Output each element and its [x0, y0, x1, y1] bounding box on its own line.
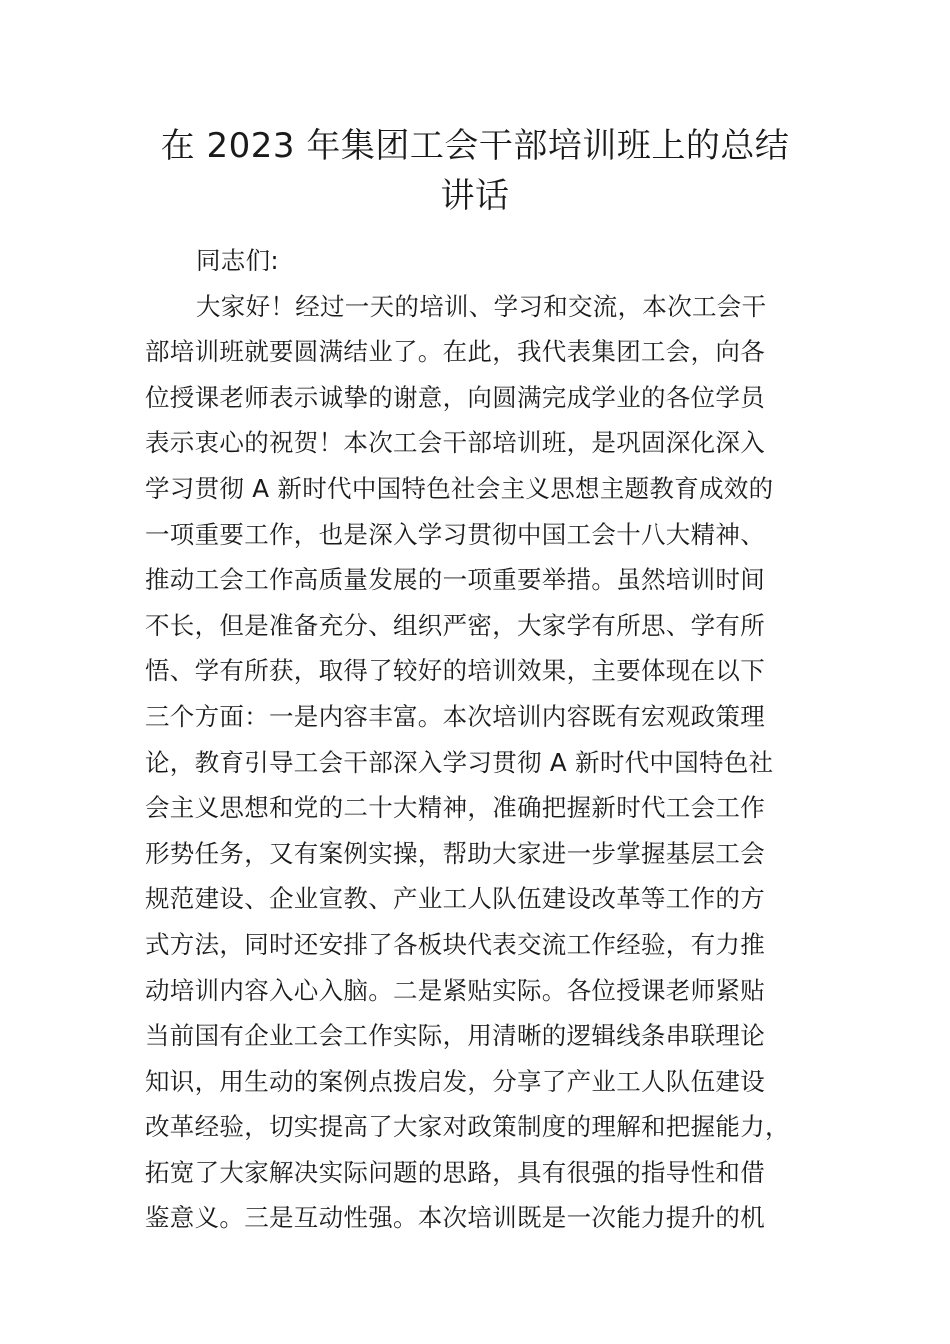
body-line: 大家好！经过一天的培训、学习和交流，本次工会干	[196, 291, 767, 321]
body-line: 改革经验，切实提高了大家对政策制度的理解和把握能力，	[145, 1112, 790, 1142]
body-line: 会主义思想和党的二十大精神，准确把握新时代工会工作	[145, 793, 765, 823]
body-line: 鉴意义。三是互动性强。本次培训既是一次能力提升的机	[145, 1203, 765, 1233]
body-line: 表示衷心的祝贺！本次工会干部培训班，是巩固深化深入	[145, 428, 765, 458]
body-line: 部培训班就要圆满结业了。在此，我代表集团工会，向各	[145, 337, 765, 367]
body-line: 式方法，同时还安排了各板块代表交流工作经验，有力推	[145, 929, 765, 959]
body-line: 当前国有企业工会工作实际，用清晰的逻辑线条串联理论	[145, 1021, 765, 1051]
body-line: 不长，但是准备充分、组织严密，大家学有所思、学有所	[145, 610, 765, 640]
body-line: 一项重要工作，也是深入学习贯彻中国工会十八大精神、	[145, 519, 765, 549]
body-line: 动培训内容入心入脑。二是紧贴实际。各位授课老师紧贴	[145, 975, 765, 1005]
body-line: 规范建设、企业宣教、产业工人队伍建设改革等工作的方	[145, 884, 765, 914]
body-line: 推动工会工作高质量发展的一项重要举措。虽然培训时间	[145, 565, 765, 595]
body-line: 三个方面：一是内容丰富。本次培训内容既有宏观政策理	[145, 701, 765, 731]
document-body	[145, 238, 825, 1241]
salutation: 同志们:	[196, 246, 279, 275]
body-line: 形势任务，又有案例实操，帮助大家进一步掌握基层工会	[145, 838, 765, 868]
document-title-line-2: 讲话	[440, 176, 510, 216]
body-line: 论，教育引导工会干部深入学习贯彻 A 新时代中国特色社	[145, 747, 774, 777]
body-line: 悟、学有所获，取得了较好的培训效果，主要体现在以下	[145, 656, 765, 686]
body-line: 拓宽了大家解决实际问题的思路，具有很强的指导性和借	[145, 1157, 765, 1187]
body-line: 知识，用生动的案例点拨启发，分享了产业工人队伍建设	[145, 1066, 765, 1096]
document-title-line-1: 在 2023 年集团工会干部培训班上的总结	[160, 126, 790, 166]
body-line: 学习贯彻 A 新时代中国特色社会主义思想主题教育成效的	[145, 473, 774, 503]
body-line: 位授课老师表示诚挚的谢意，向圆满完成学业的各位学员	[145, 382, 765, 412]
